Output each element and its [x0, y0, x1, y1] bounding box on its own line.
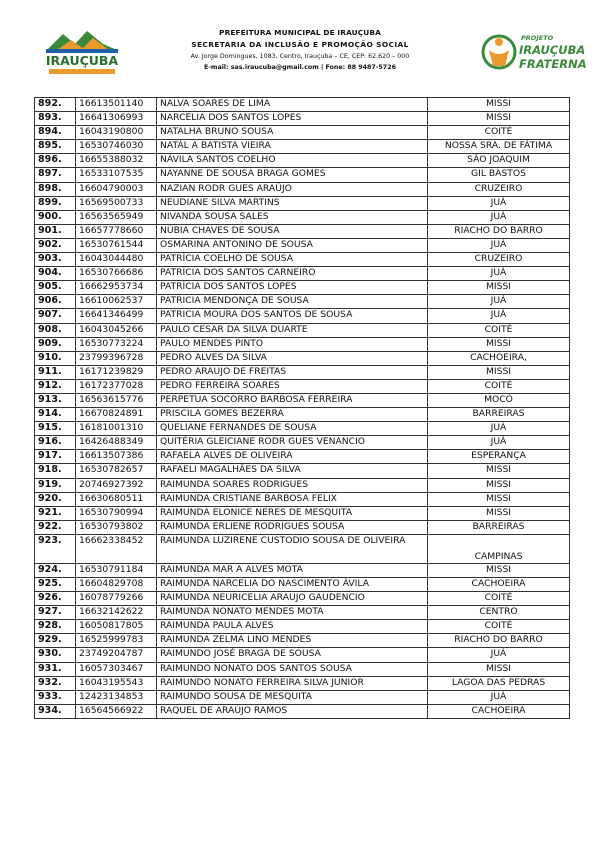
row-nis: 16530793802 — [76, 520, 157, 534]
row-locality: JUÁ — [428, 210, 570, 224]
table-row — [35, 690, 570, 704]
row-nis: 16530773224 — [76, 337, 157, 351]
prefeitura-iraucuba-logo — [43, 28, 121, 76]
row-name: RAIMUNDA NONATO MENDES MOTA — [157, 606, 428, 620]
row-number: 902. — [35, 238, 76, 252]
row-locality: MISSI — [428, 337, 570, 351]
row-number: 919. — [35, 478, 76, 492]
row-number: 908. — [35, 323, 76, 337]
row-nis: 16172377028 — [76, 379, 157, 393]
table-row — [35, 168, 570, 182]
row-nis: 16641306993 — [76, 112, 157, 126]
row-locality: JUÁ — [428, 422, 570, 436]
row-locality: MISSI — [428, 365, 570, 379]
row-name: NAYANNE DE SOUSA BRAGA GOMES — [157, 168, 428, 182]
table-row — [35, 450, 570, 464]
row-number: 927. — [35, 606, 76, 620]
table-row — [35, 238, 570, 252]
table-row — [35, 634, 570, 648]
table-row — [35, 563, 570, 577]
logo-right-line3: FRATERNA — [519, 57, 587, 71]
row-nis: 16533107535 — [76, 168, 157, 182]
row-nis: 23749204787 — [76, 648, 157, 662]
table-row — [35, 408, 570, 422]
row-name: RAIMUNDA CRISTIANE BARBOSA FELIX — [157, 492, 428, 506]
row-locality: COITÉ — [428, 592, 570, 606]
table-row — [35, 422, 570, 436]
row-number: 895. — [35, 140, 76, 154]
row-name: NAZIAN RODR GUES ARAÚJO — [157, 182, 428, 196]
row-number: 907. — [35, 309, 76, 323]
row-nis: 16662338452 — [76, 534, 157, 563]
row-nis: 16057303467 — [76, 662, 157, 676]
row-name: PATRICIA MENDONÇA DE SOUSA — [157, 295, 428, 309]
row-number: 931. — [35, 662, 76, 676]
row-locality: MISSI — [428, 563, 570, 577]
row-locality: JUÁ — [428, 309, 570, 323]
row-locality: BARREIRAS — [428, 408, 570, 422]
row-locality: MISSI — [428, 478, 570, 492]
row-name: OSMARINA ANTONINO DE SOUSA — [157, 238, 428, 252]
table-row — [35, 662, 570, 676]
row-number: 930. — [35, 648, 76, 662]
row-locality: MISSI — [428, 506, 570, 520]
row-name: RAIMUNDA LUZIRENE CUSTODIO SOUSA DE OLIVEIRA — [157, 534, 428, 563]
row-nis: 16530746030 — [76, 140, 157, 154]
row-number: 901. — [35, 224, 76, 238]
table-row — [35, 506, 570, 520]
row-locality: CACHOEIRA, — [428, 351, 570, 365]
row-locality: CACHOEIRA — [428, 578, 570, 592]
table-row — [35, 126, 570, 140]
table-row — [35, 224, 570, 238]
table-row — [35, 704, 570, 718]
row-number: 910. — [35, 351, 76, 365]
table-row — [35, 281, 570, 295]
row-nis: 16670824891 — [76, 408, 157, 422]
row-name: PEDRO FERREIRA SOARES — [157, 379, 428, 393]
row-locality: BARREIRAS — [428, 520, 570, 534]
row-number: 896. — [35, 154, 76, 168]
row-number: 914. — [35, 408, 76, 422]
table-row — [35, 520, 570, 534]
row-locality: JUÁ — [428, 648, 570, 662]
row-nis: 16530790994 — [76, 506, 157, 520]
table-row — [35, 351, 570, 365]
row-name: RAIMUNDA ERLIENE RODRIGUES SOUSA — [157, 520, 428, 534]
row-number: 898. — [35, 182, 76, 196]
table-row — [35, 309, 570, 323]
row-name: RAIMUNDA ELONICE NERES DE MESQUITA — [157, 506, 428, 520]
row-locality: COITÉ — [428, 126, 570, 140]
row-nis: 16530782657 — [76, 464, 157, 478]
row-number: 934. — [35, 704, 76, 718]
table-row — [35, 676, 570, 690]
row-name: NIVANDA SOUSA SALES — [157, 210, 428, 224]
row-nis: 16426488349 — [76, 436, 157, 450]
document-header — [0, 22, 600, 92]
row-name: RAFAELA ALVES DE OLIVEIRA — [157, 450, 428, 464]
row-nis: 16569500733 — [76, 196, 157, 210]
row-name: RAIMUNDA PAULA ALVES — [157, 620, 428, 634]
table-row — [35, 154, 570, 168]
row-locality: JUÁ — [428, 436, 570, 450]
row-number: 892. — [35, 98, 76, 112]
row-name: RAIMUNDO NONATO DOS SANTOS SOUSA — [157, 662, 428, 676]
table-row — [35, 210, 570, 224]
row-name: NATALHA BRUNO SOUSA — [157, 126, 428, 140]
row-nis: 16043195543 — [76, 676, 157, 690]
row-name: RAIMUNDA NEURICELIA ARAUJO GAUDENCIO — [157, 592, 428, 606]
row-name: QUELIANE FERNANDES DE SOUSA — [157, 422, 428, 436]
row-nis: 16662953734 — [76, 281, 157, 295]
row-number: 900. — [35, 210, 76, 224]
row-locality: GIL BASTOS — [428, 168, 570, 182]
table-row — [35, 253, 570, 267]
row-name: PEDRO ARAUJO DE FREITAS — [157, 365, 428, 379]
row-number: 904. — [35, 267, 76, 281]
table-row — [35, 478, 570, 492]
row-locality: MISSI — [428, 464, 570, 478]
row-nis: 23799396728 — [76, 351, 157, 365]
row-number: 926. — [35, 592, 76, 606]
logo-right-line2: IRAUÇUBA — [519, 43, 586, 57]
header-line-prefeitura: PREFEITURA MUNICIPAL DE IRAUÇUBA — [219, 28, 381, 37]
table-row — [35, 534, 570, 563]
table-row — [35, 337, 570, 351]
row-number: 929. — [35, 634, 76, 648]
row-number: 923. — [35, 534, 76, 563]
row-name: RAQUEL DE ARAÚJO RAMOS — [157, 704, 428, 718]
row-locality: LAGOA DAS PEDRAS — [428, 676, 570, 690]
row-number: 925. — [35, 578, 76, 592]
table-row — [35, 464, 570, 478]
row-nis: 16043044480 — [76, 253, 157, 267]
row-name: PATRICIA MOURA DOS SANTOS DE SOUSA — [157, 309, 428, 323]
row-nis: 16530791184 — [76, 563, 157, 577]
table-row — [35, 379, 570, 393]
row-name: RAIMUNDO NONATO FERREIRA SILVA JUNIOR — [157, 676, 428, 690]
row-nis: 16525999783 — [76, 634, 157, 648]
row-number: 909. — [35, 337, 76, 351]
row-locality: CRUZEIRO — [428, 182, 570, 196]
row-locality: COITÉ — [428, 620, 570, 634]
table-row — [35, 140, 570, 154]
row-nis: 16641346499 — [76, 309, 157, 323]
row-number: 915. — [35, 422, 76, 436]
table-row — [35, 648, 570, 662]
row-number: 920. — [35, 492, 76, 506]
row-name: RAIMUNDO SOUSA DE MESQUITA — [157, 690, 428, 704]
table-row — [35, 436, 570, 450]
row-locality: RIACHO DO BARRO — [428, 224, 570, 238]
row-nis: 16632142622 — [76, 606, 157, 620]
header-address: Av. Jorge Domingues, 1083, Centro, Irauçuba – CE, CEP: 62.620 – 000 — [190, 53, 410, 60]
table-row — [35, 620, 570, 634]
row-locality: MISSI — [428, 112, 570, 126]
row-locality: JUÁ — [428, 238, 570, 252]
row-name: PATRÍCIA COELHO DE SOUSA — [157, 253, 428, 267]
row-nis: 16530761544 — [76, 238, 157, 252]
row-nis: 16613501140 — [76, 98, 157, 112]
row-name: RAIMUNDA MAR A ALVES MOTA — [157, 563, 428, 577]
row-locality: CRUZEIRO — [428, 253, 570, 267]
row-locality: COITÉ — [428, 323, 570, 337]
row-number: 893. — [35, 112, 76, 126]
row-name: NATÁL A BATISTA VIEIRA — [157, 140, 428, 154]
beneficiary-table — [34, 97, 570, 719]
row-name: NÚBIA CHAVES DE SOUSA — [157, 224, 428, 238]
table-body — [35, 98, 570, 719]
row-number: 918. — [35, 464, 76, 478]
row-name: QUITÉRIA GLEICIANE RODR GUES VENANCIO — [157, 436, 428, 450]
row-locality: RIACHO DO BARRO — [428, 634, 570, 648]
row-nis: 16604790003 — [76, 182, 157, 196]
table-row — [35, 182, 570, 196]
row-nis: 16604829708 — [76, 578, 157, 592]
row-number: 903. — [35, 253, 76, 267]
row-nis: 16043045266 — [76, 323, 157, 337]
table-row — [35, 112, 570, 126]
row-name: RAIMUNDA NARCELIA DO NASCIMENTO ÁVILA — [157, 578, 428, 592]
table-row — [35, 592, 570, 606]
row-locality: CENTRO — [428, 606, 570, 620]
row-number: 917. — [35, 450, 76, 464]
row-number: 928. — [35, 620, 76, 634]
row-locality: JUÁ — [428, 690, 570, 704]
table-row — [35, 98, 570, 112]
row-number: 921. — [35, 506, 76, 520]
row-locality: MISSI — [428, 98, 570, 112]
row-nis: 16563565949 — [76, 210, 157, 224]
row-nis: 16050817805 — [76, 620, 157, 634]
table-row — [35, 606, 570, 620]
row-number: 913. — [35, 393, 76, 407]
row-name: NARCELIA DOS SANTOS LOPES — [157, 112, 428, 126]
row-number: 916. — [35, 436, 76, 450]
row-number: 933. — [35, 690, 76, 704]
table-row — [35, 393, 570, 407]
logo-right-line1: PROJETO — [521, 34, 554, 42]
row-name: NEUDIANE SILVA MARTINS — [157, 196, 428, 210]
row-locality: MOCÓ — [428, 393, 570, 407]
row-locality: SÃO JOAQUIM — [428, 154, 570, 168]
table-row — [35, 267, 570, 281]
row-name: PATRÍCIA DOS SANTOS LOPES — [157, 281, 428, 295]
row-nis: 16564566922 — [76, 704, 157, 718]
row-number: 905. — [35, 281, 76, 295]
row-name: PAULO CESAR DA SILVA DUARTE — [157, 323, 428, 337]
table-row — [35, 365, 570, 379]
row-name: RAIMUNDA SOARES RODRIGUES — [157, 478, 428, 492]
row-locality: MISSI — [428, 281, 570, 295]
row-nis: 16530766686 — [76, 267, 157, 281]
row-locality: MISSI — [428, 662, 570, 676]
row-locality: ESPERANÇA — [428, 450, 570, 464]
row-number: 894. — [35, 126, 76, 140]
row-name: PERPETUA SOCORRO BARBOSA FERREIRA — [157, 393, 428, 407]
row-name: PRISCILA GOMES BEZERRA — [157, 408, 428, 422]
table-row — [35, 492, 570, 506]
row-name: NALVA SOARES DE LIMA — [157, 98, 428, 112]
row-number: 912. — [35, 379, 76, 393]
row-nis: 16043190800 — [76, 126, 157, 140]
row-name: RAIMUNDA ZELMA LINO MENDES — [157, 634, 428, 648]
row-name: PATRÍCIA DOS SANTOS CARNEIRO — [157, 267, 428, 281]
row-name: RAIMUNDO JOSÉ BRAGA DE SOUSA — [157, 648, 428, 662]
table-row — [35, 196, 570, 210]
row-nis: 16657778660 — [76, 224, 157, 238]
header-contact: E-mail: sas.iraucuba@gmail.com | Fone: 88 9487-5726 — [204, 64, 396, 71]
row-name: NÁVILA SANTOS COELHO — [157, 154, 428, 168]
row-nis: 16655388032 — [76, 154, 157, 168]
logo-left-text: IRAUÇUBA — [45, 53, 119, 68]
iraucuba-fraterna-logo — [481, 28, 589, 78]
table-row — [35, 295, 570, 309]
row-locality: JUÁ — [428, 295, 570, 309]
row-number: 899. — [35, 196, 76, 210]
row-number: 911. — [35, 365, 76, 379]
row-name: RAFAELI MAGALHÃES DA SILVA — [157, 464, 428, 478]
row-name: PEDRO ALVES DA SILVA — [157, 351, 428, 365]
row-nis: 16171239829 — [76, 365, 157, 379]
table-row — [35, 323, 570, 337]
row-locality: JUÁ — [428, 267, 570, 281]
row-name: PAULO MENDES PINTO — [157, 337, 428, 351]
row-number: 924. — [35, 563, 76, 577]
row-locality: COITÉ — [428, 379, 570, 393]
row-nis: 12423134853 — [76, 690, 157, 704]
row-nis: 16630680511 — [76, 492, 157, 506]
row-nis: 16181001310 — [76, 422, 157, 436]
row-number: 922. — [35, 520, 76, 534]
table-row — [35, 578, 570, 592]
row-number: 906. — [35, 295, 76, 309]
row-locality: MISSI — [428, 492, 570, 506]
row-locality: NOSSA SRA. DE FÁTIMA — [428, 140, 570, 154]
row-locality: JUÁ — [428, 196, 570, 210]
row-nis: 16078779266 — [76, 592, 157, 606]
row-locality: CAMPINAS — [428, 534, 570, 563]
row-nis: 16613507386 — [76, 450, 157, 464]
row-locality: CACHOEIRA — [428, 704, 570, 718]
row-nis: 20746927392 — [76, 478, 157, 492]
row-nis: 16610062537 — [76, 295, 157, 309]
row-number: 932. — [35, 676, 76, 690]
header-line-secretaria: SECRETARIA DA INCLUSÃO E PROMOÇÃO SOCIAL — [191, 40, 409, 49]
row-number: 897. — [35, 168, 76, 182]
row-nis: 16563615776 — [76, 393, 157, 407]
